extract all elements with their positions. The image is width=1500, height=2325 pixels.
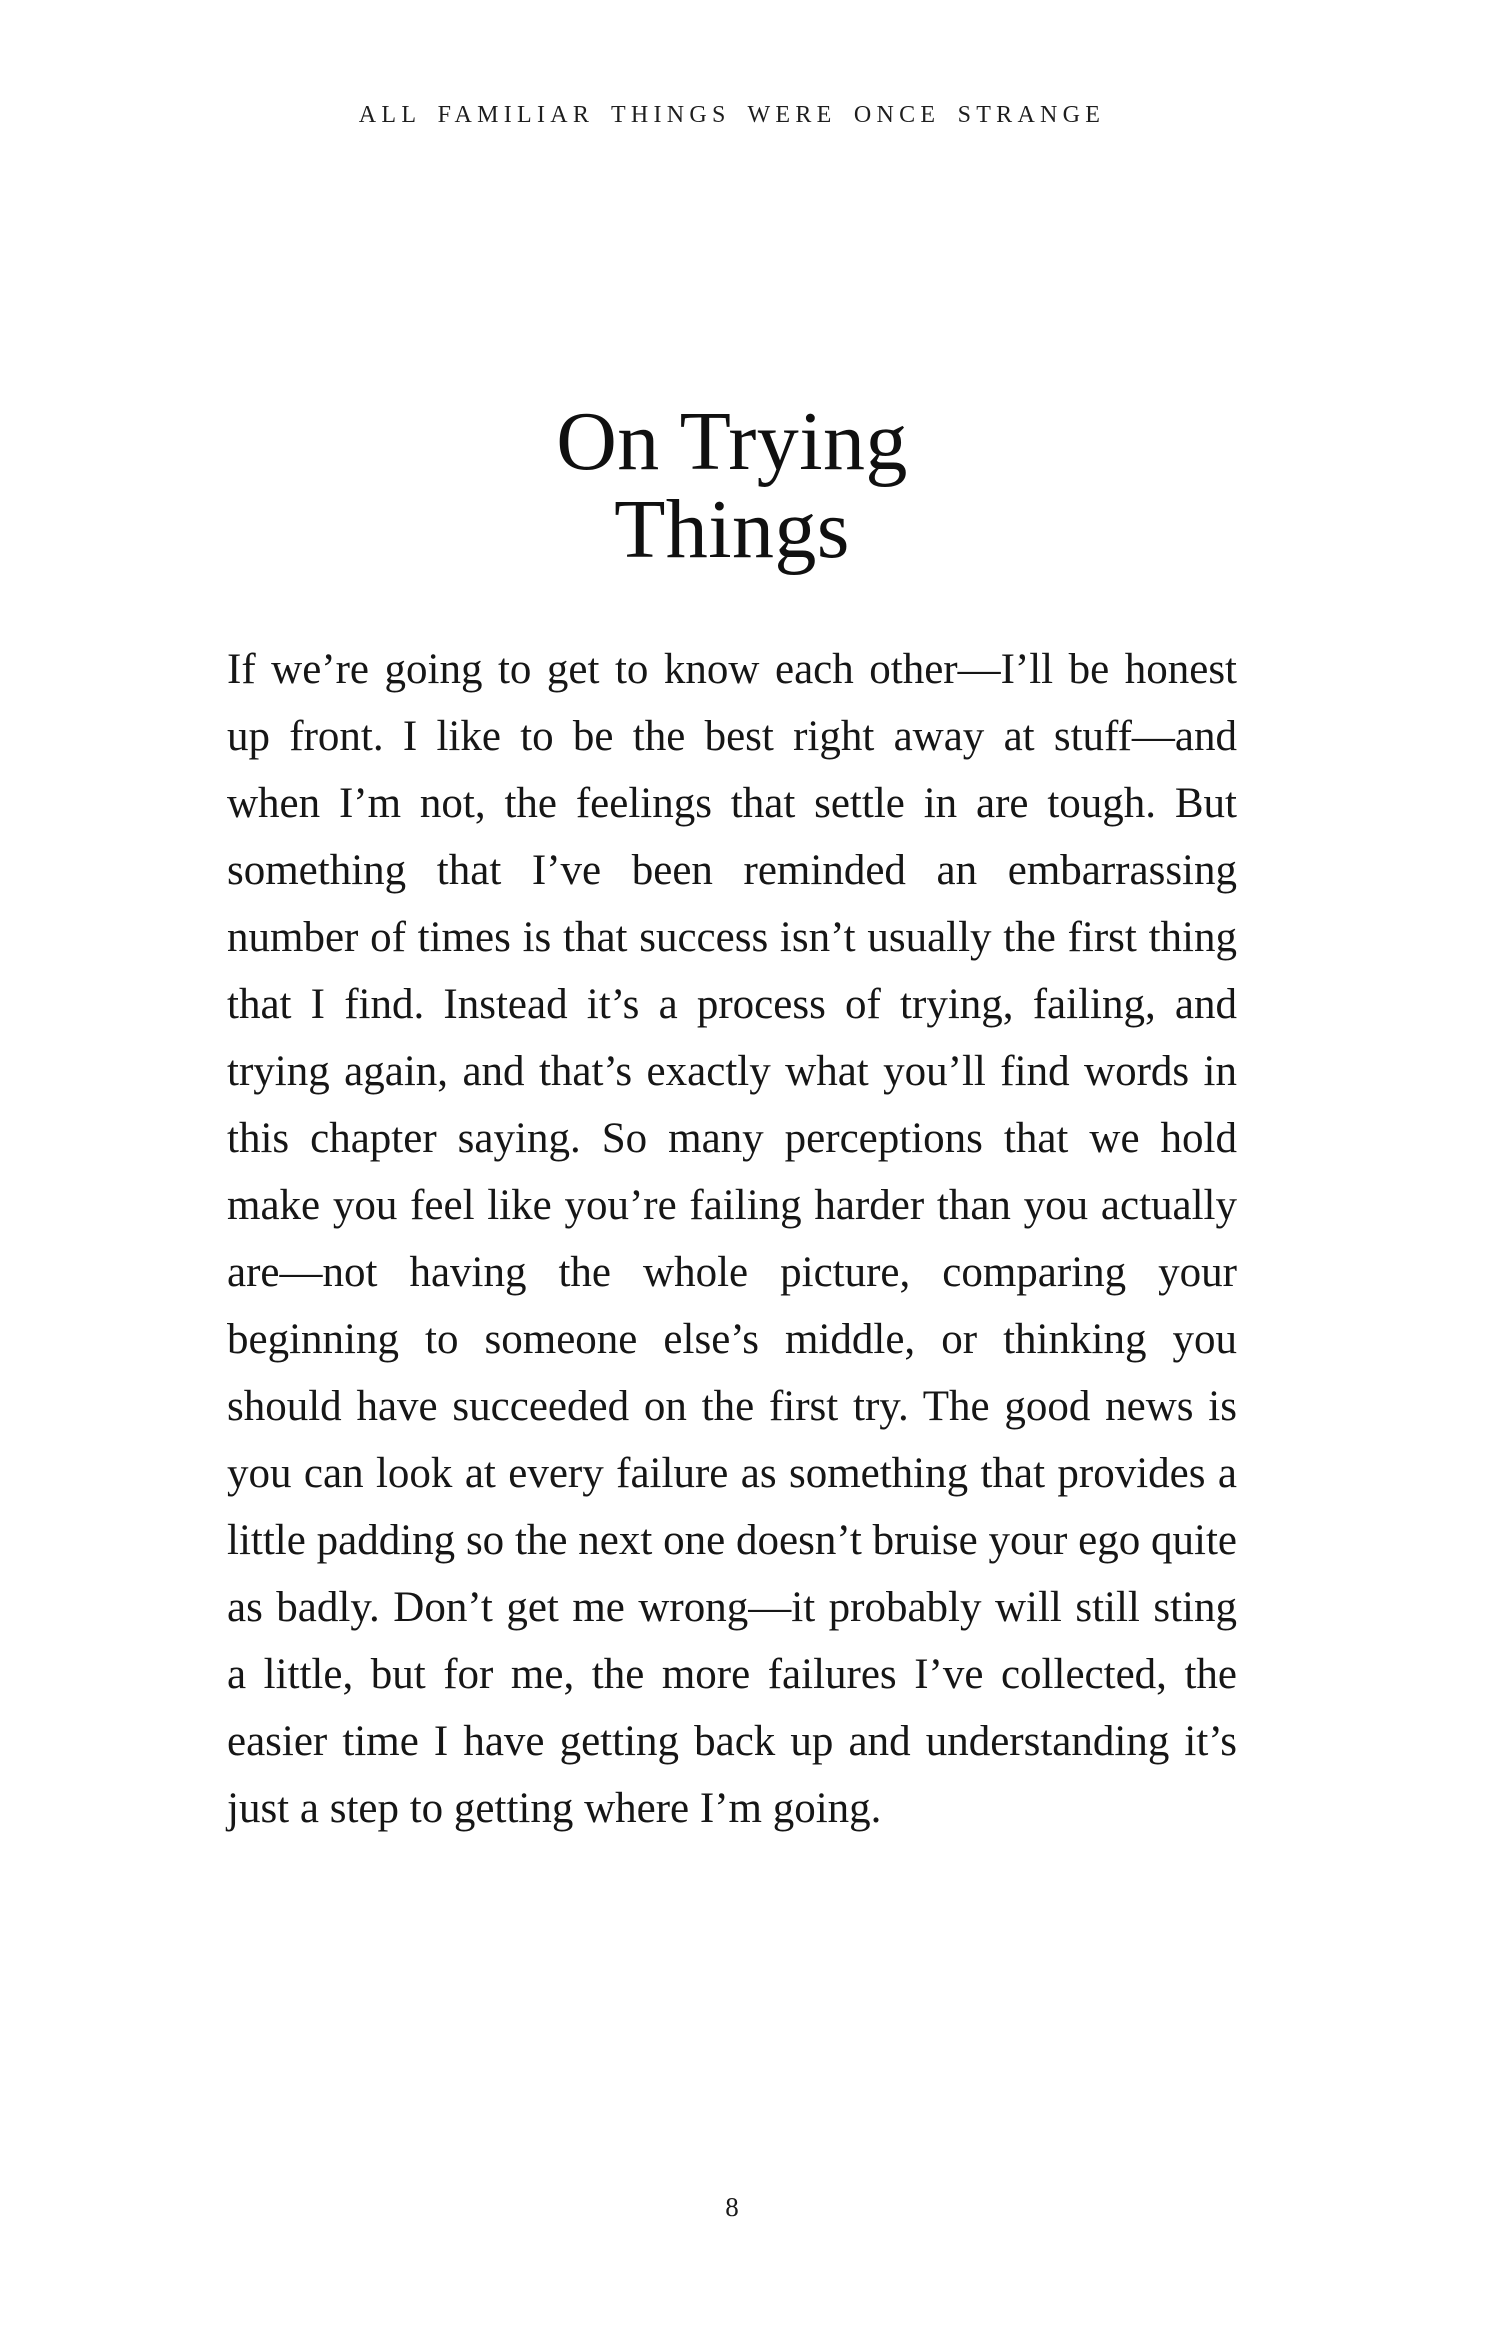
chapter-title — [227, 395, 1237, 576]
body-paragraph: If we’re going to get to know each other—I’ll be honest up front. I like to be the best right away at stuff—and when I’m not, the feelings that settle in are tough. But something that I’ve been reminded an embarrassing number of times is that success isn’t usually the first thing that I find. Instead it’s a process of trying, failing, and trying again, and that’s exactly what you’ll find words in this chapter saying. So many perceptions that we hold make you feel like you’re failing harder than you actually are—not having the whole picture, comparing your beginning to someone else’s middle, or thinking you should have succeeded on the first try. The good news is you can look at every failure as something that provides a little padding so the next one doesn’t bruise your ego quite as badly. Don’t get me wrong—it probably will still sting a little, but for me, the more failures I’ve collected, the easier time I have getting back up and understanding it’s just a step to getting where I’m going. — [227, 646, 1237, 1832]
running-header: ALL FAMILIAR THINGS WERE ONCE STRANGE — [358, 102, 1106, 128]
chapter-title-line-1: On Trying — [556, 395, 908, 488]
page-number: 8 — [725, 2192, 739, 2222]
chapter-title-line-2: Things — [614, 483, 850, 576]
